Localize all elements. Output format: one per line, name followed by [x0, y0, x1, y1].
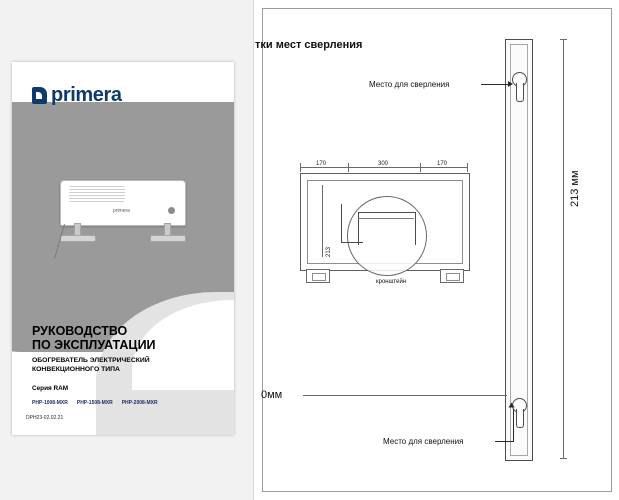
heater-foot-left: [60, 235, 96, 242]
cover-title-block: [32, 324, 217, 406]
bracket-caption: кронштейн: [376, 279, 407, 285]
callout-top-label: Место для сверления: [369, 80, 450, 89]
heater-product-image: [60, 180, 184, 242]
heater-foot-right-view: [440, 269, 464, 283]
brand-name: primera: [51, 84, 122, 106]
callout-bottom-arrow-icon: [509, 403, 515, 408]
document-code: DPH23-02.02.21: [26, 415, 64, 421]
technical-drawing-page: [253, 0, 619, 500]
model-item: PHP-1508-MXR: [76, 399, 113, 406]
keyhole-slot-top: [511, 72, 526, 102]
model-item: PHP-1008-MXR: [32, 399, 68, 406]
heater-body: [60, 180, 186, 226]
dimension-tick: [420, 163, 421, 172]
dimension-line-vertical: [322, 185, 323, 257]
heater-grille: [69, 186, 125, 202]
cover-subtitle-line2: КОНВЕКЦИОННОГО ТИПА: [32, 365, 120, 373]
heater-brand-mark: primera: [113, 208, 130, 214]
cover-title-line2: ПО ЭКСПЛУАТАЦИИ: [32, 338, 156, 352]
foot-slot: [312, 273, 326, 281]
callout-bottom-label: Место для сверления: [383, 437, 464, 446]
callout-top-arrow-icon: [508, 81, 513, 87]
dimension-line: [300, 167, 468, 168]
cover-series: Серия RAM: [32, 384, 69, 392]
manual-cover: [12, 62, 234, 435]
dimension-tick: [300, 163, 301, 172]
drawing-frame: [255, 8, 612, 492]
bottom-dimension-label: 0мм: [261, 389, 283, 401]
keyhole-slot: [516, 409, 524, 428]
overall-height-dimension-line: [563, 39, 564, 459]
top-dimension-row: [300, 161, 468, 173]
callout-top-leader: [481, 84, 511, 85]
heater-foot-right: [150, 235, 186, 242]
dimension-label-vertical: 213: [326, 246, 332, 257]
model-item: PHP-2008-MXR: [121, 399, 158, 406]
foot-slot: [446, 273, 460, 281]
detail-leader-line: [341, 242, 363, 243]
heater-foot-left-view: [306, 269, 330, 283]
brand-logo: [32, 84, 122, 107]
cover-title-line1: РУКОВОДСТВО: [32, 324, 128, 338]
callout-bottom-leader: [495, 441, 513, 442]
heater-control-knob-icon: [168, 207, 175, 214]
mounting-rail-view: [505, 39, 533, 461]
dimension-label-center: 300: [378, 161, 389, 167]
bottom-dimension-line: [303, 395, 507, 396]
dimension-tick: [348, 163, 349, 172]
callout-bottom-leader-vertical: [513, 409, 514, 442]
cover-model-list: [32, 400, 217, 406]
dimension-tick: [467, 163, 468, 172]
overall-height-label: 213 мм: [569, 170, 581, 207]
drawing-title: тки мест сверления: [255, 39, 363, 51]
detail-leader-line: [341, 204, 342, 242]
wall-bracket-lip: [358, 212, 414, 219]
manual-cover-photo: [0, 0, 253, 500]
keyhole-slot: [516, 83, 524, 102]
dimension-label-left: 170: [316, 161, 327, 167]
mounting-rail-inner-outline: [510, 44, 528, 456]
cover-subtitle-line1: ОБОГРЕВАТЕЛЬ ЭЛЕКТРИЧЕСКИЙ: [32, 357, 150, 364]
logo-mark-icon: [32, 87, 47, 104]
front-view-diagram: [300, 161, 468, 285]
dimension-label-right: 170: [437, 161, 448, 167]
